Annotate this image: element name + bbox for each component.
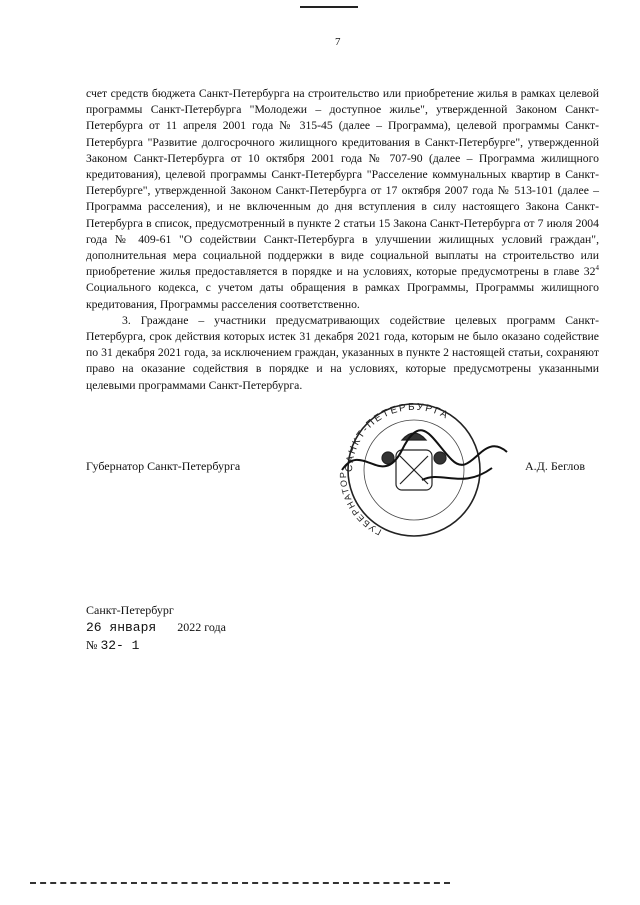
paragraph1-end: Социального кодекса, с учетом даты обращения в рамках Программы, Программы жилищного кредитования, Программы расселения соответственно. xyxy=(86,281,599,311)
paragraph-3: 3. Граждане – участники предусматривающих содействие целевых программ Санкт-Петербурга, срок действия которых истек 31 декабря 2021 года, которым не было оказано содействие по 31 декабря 2021 года, за исключением граждан, указанных в пункте 2 настоящей статьи, сохраняют право на оказание содействия в порядке и на условиях, которые предусмотрены указанными целевыми программами Санкт-Петербурга. xyxy=(86,313,599,392)
paragraph1-text: счет средств бюджета Санкт-Петербурга на строительство или приобретение жилья в рамках целевой программы Санкт-Петербурга "Молодежи – доступное жилье", утвержденной Законом Санкт-Петербурга от 11 апреля 2001 года № 315-45 (далее – Программа), целевой программы Санкт-Петербурга "Развитие долгосрочного жилищного кредитования в Санкт-Петербурге", утвержденной Законом Санкт-Петербурга от 10 октября 2001 года № 707-90 (далее – Программа жилищного кредитования), целевой программы Санкт-Петербурга "Расселение коммунальных квартир в Санкт-Петербурге", утвержденной Законом Санкт-Петербурга от 17 октября 2007 года № 513-101 (далее – Программа расселения), и не включенным до дня вступления в силу настоящего Закона Санкт-Петербурга в список, предусмотренный в пункте 2 статьи 15 Закона Санкт-Петербурга от 7 июля 2004 года № 409-61 "О содействии Санкт-Петербурга в улучшении жилищных условий граждан", дополнительная мера социальной поддержки в виде социальной выплаты на строительство или приобретение жилья предоставляется в порядке и на условиях, которые предусмотрены в главе 32 xyxy=(86,87,599,279)
number-handwritten: 32- 1 xyxy=(100,638,140,653)
top-rule xyxy=(300,6,358,8)
governor-name: А.Д. Беглов xyxy=(525,459,586,473)
seal-text-left: ГУБЕРНАТОР xyxy=(338,470,383,538)
bottom-rule xyxy=(30,882,450,884)
date-handwritten: 26 января xyxy=(86,620,157,635)
governor-title: Губернатор Санкт-Петербурга xyxy=(86,459,241,473)
date-year: 2022 года xyxy=(177,620,226,634)
paragraph-continuation xyxy=(86,86,599,313)
signing-place: Санкт-Петербург xyxy=(86,603,174,617)
official-seal xyxy=(322,380,512,540)
number-prefix: № xyxy=(86,638,101,652)
document-number xyxy=(86,638,139,653)
signing-date xyxy=(86,620,226,635)
body-text xyxy=(86,86,599,394)
chapter-superscript: 4 xyxy=(595,264,599,273)
page-number: 7 xyxy=(335,36,341,48)
seal-text-top: САНКТ-ПЕТЕРБУРГА xyxy=(343,401,452,473)
svg-text:ГУБЕРНАТОР xyxy=(338,471,383,538)
